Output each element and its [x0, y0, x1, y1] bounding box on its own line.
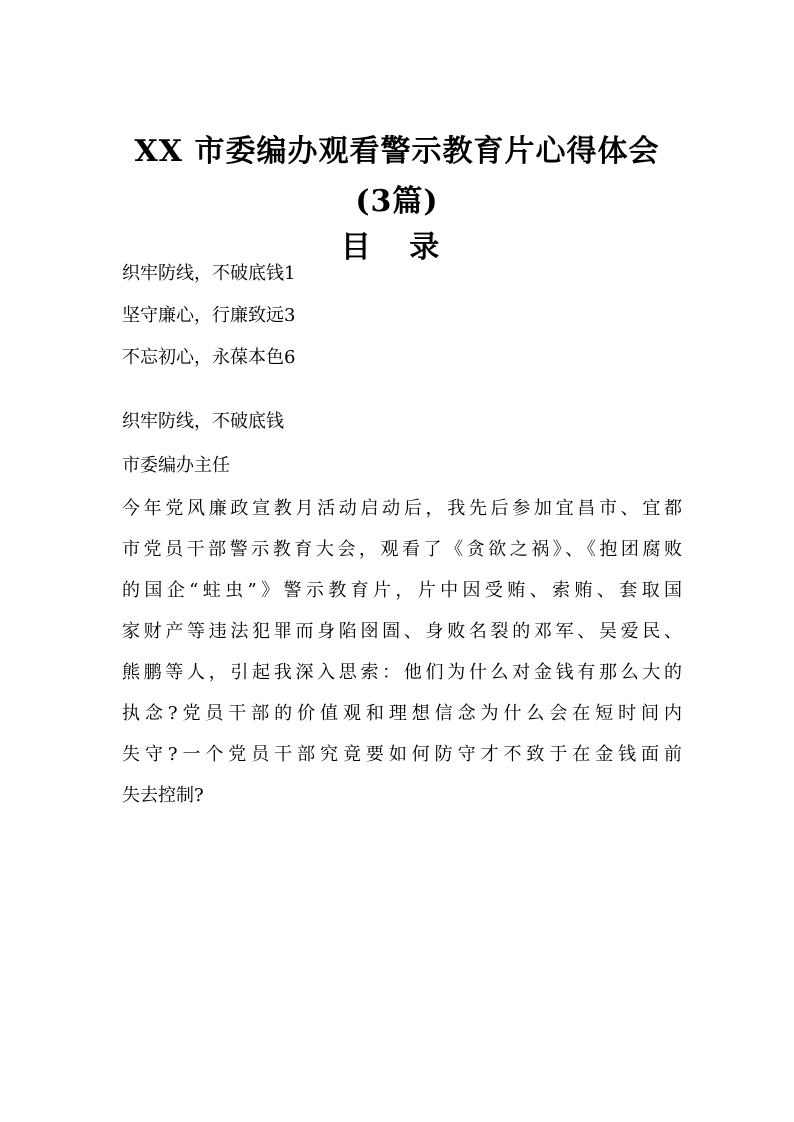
- section-title: 织牢防线，不破底钱: [122, 411, 284, 432]
- document-title-line1: XX 市委编办观看警示教育片心得体会: [134, 134, 660, 169]
- paragraph-line: 的国企“蛀虫”》警示教育片，片中因受贿、索贿、套取国: [122, 580, 682, 601]
- paragraph-line: 执念?党员干部的价值观和理想信念为什么会在短时间内: [122, 703, 682, 724]
- paragraph-line: 家财产等违法犯罪而身陷囹圄、身败名裂的邓军、吴爱民、: [122, 621, 682, 642]
- toc-item-3: 不忘初心，永葆本色6: [122, 347, 296, 368]
- paragraph-line: 市党员干部警示教育大会，观看了《贪欲之祸》、《抱团腐败: [122, 539, 682, 560]
- document-title-line2: (3篇): [355, 184, 439, 219]
- toc-item-1: 织牢防线，不破底钱1: [122, 263, 296, 284]
- toc-item-2: 坚守廉心，行廉致远3: [122, 305, 296, 326]
- paragraph-line: 失去控制?: [122, 785, 204, 806]
- paragraph-line: 失守?一个党员干部究竟要如何防守才不致于在金钱面前: [122, 744, 682, 765]
- paragraph-line: 今年党风廉政宣教月活动启动后，我先后参加宜昌市、宜都: [122, 498, 682, 519]
- toc-heading: 目 录: [340, 230, 454, 265]
- author-line: 市委编办主任: [122, 455, 230, 476]
- paragraph-line: 熊鹏等人，引起我深入思索：他们为什么对金钱有那么大的: [122, 662, 682, 683]
